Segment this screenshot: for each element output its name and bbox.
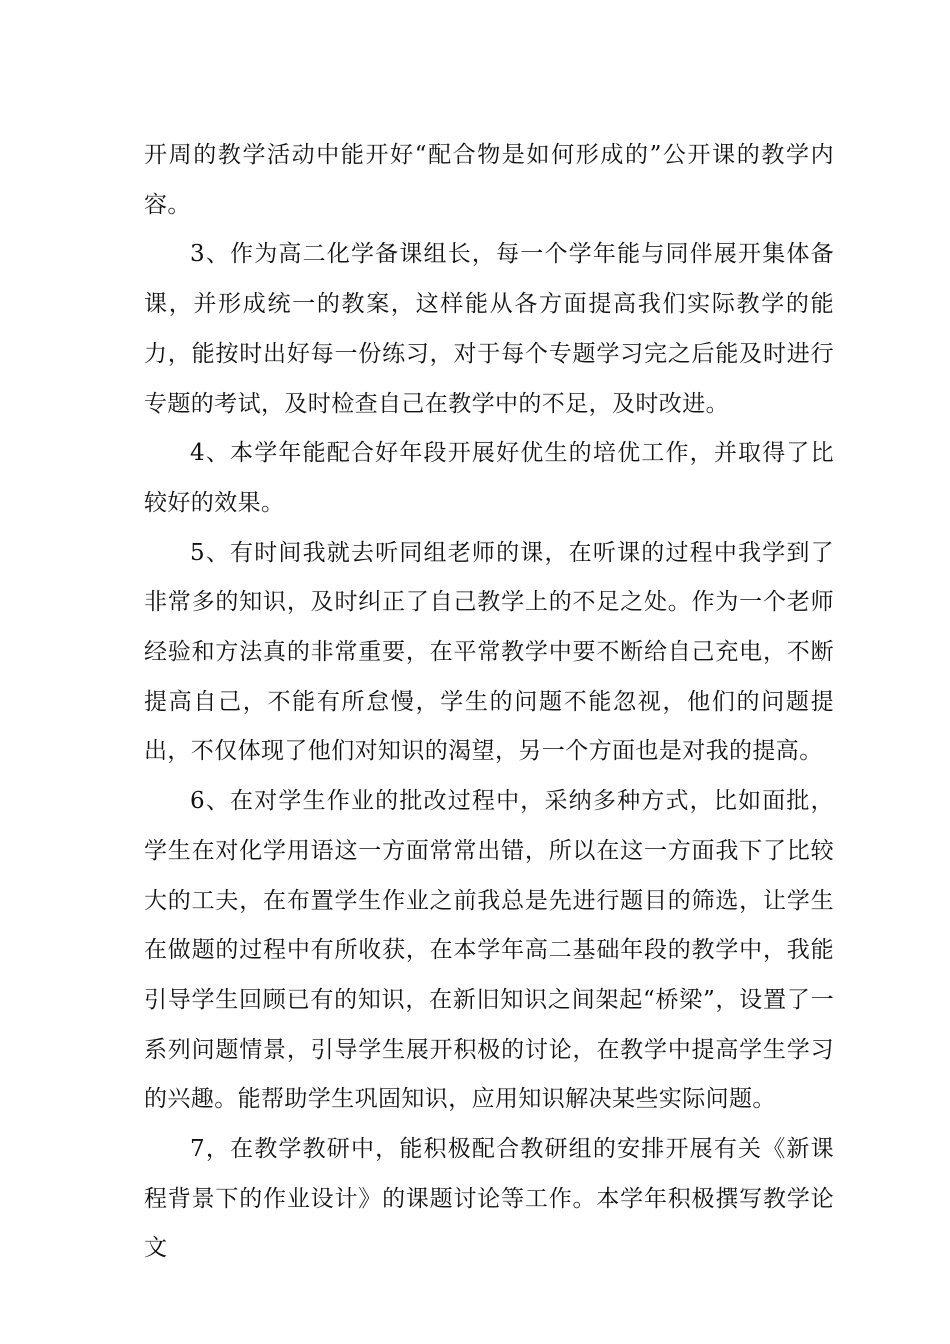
paragraph-item-7: 7，在教学教研中，能积极配合教研组的安排开展有关《新课程背景下的作业设计》的课题讨论等工作。本学年积极撰写教学论文 bbox=[144, 1136, 834, 1262]
paragraph-item-6: 6、在对学生作业的批改过程中，采纳多种方式，比如面批，学生在对化学用语这一方面常常出错，所以在这一方面我下了比较大的工夫，在布置学生作业之前我总是先进行题目的筛选，让学生在做题的过程中有所收获，在本学年高二基础年段的教学中，我能引导学生回顾已有的知识，在新旧知识之间架起“桥梁”，设置了一系列问题情景，引导学生展开积极的讨论，在教学中提高学生学习的兴趣。能帮助学生巩固知识，应用知识解决某些实际问题。 bbox=[144, 788, 834, 1113]
paragraph-item-4: 4、本学年能配合好年段开展好优生的培优工作，并取得了比较好的效果。 bbox=[144, 440, 834, 516]
document-body bbox=[144, 131, 834, 1274]
paragraph-item-5: 5、有时间我就去听同组老师的课，在听课的过程中我学到了非常多的知识，及时纠正了自己教学上的不足之处。作为一个老师经验和方法真的非常重要，在平常教学中要不断给自己充电，不断提高自己，不能有所怠慢，学生的问题不能忽视，他们的问题提出，不仅体现了他们对知识的渴望，另一个方面也是对我的提高。 bbox=[144, 539, 834, 765]
paragraph-item-3: 3、作为高二化学备课组长，每一个学年能与同伴展开集体备课，并形成统一的教案，这样能从各方面提高我们实际教学的能力，能按时出好每一份练习，对于每个专题学习完之后能及时进行专题的考试，及时检查自己在教学中的不足，及时改进。 bbox=[144, 241, 834, 417]
paragraph-continued: 开周的教学活动中能开好“配合物是如何形成的”公开课的教学内容。 bbox=[144, 142, 834, 218]
